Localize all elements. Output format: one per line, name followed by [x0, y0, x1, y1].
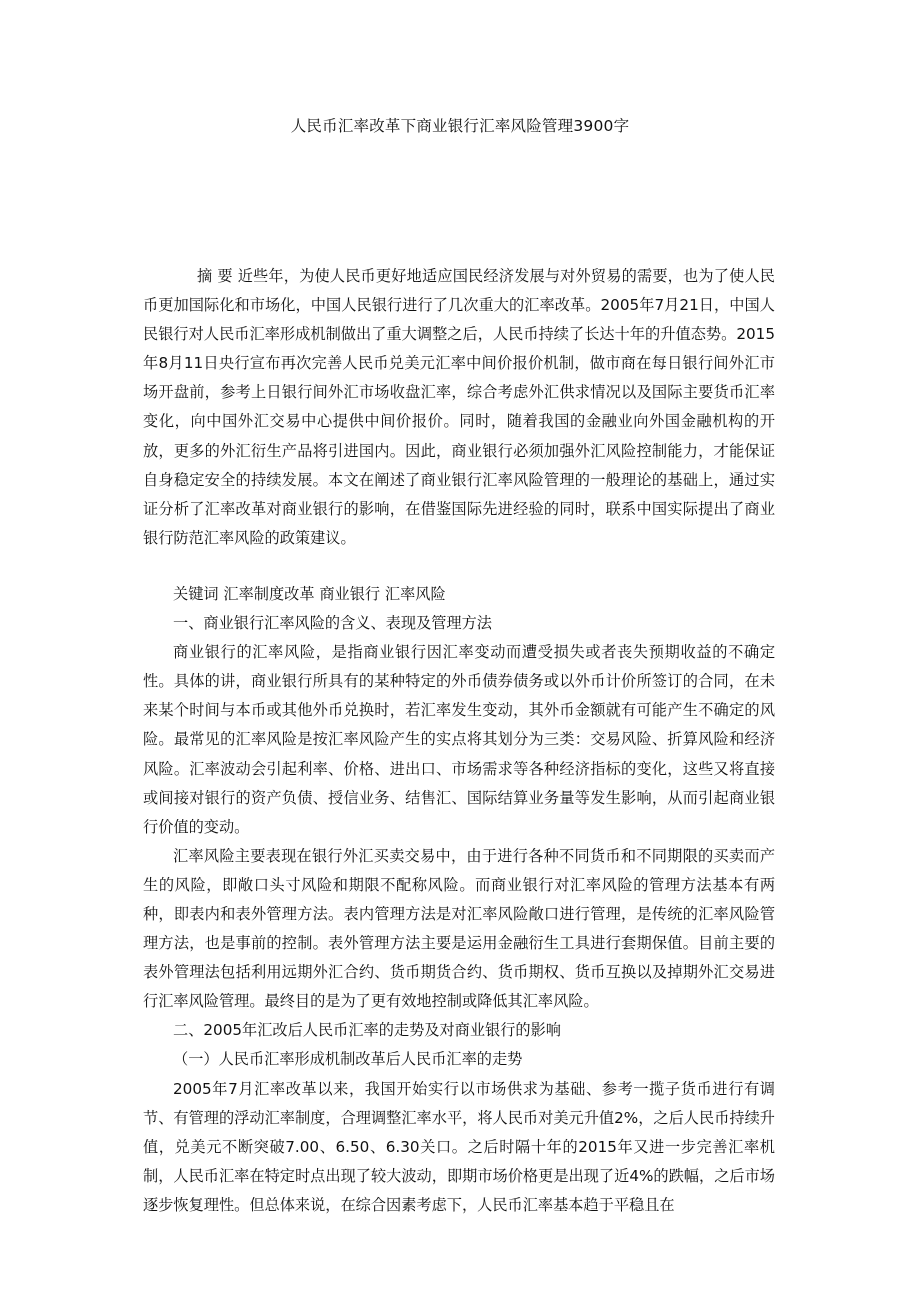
document-body [143, 262, 775, 1220]
keywords-line: 关键词 汇率制度改革 商业银行 汇率风险 [173, 584, 446, 603]
abstract-paragraph: 摘 要 近些年，为使人民币更好地适应国民经济发展与对外贸易的需要，也为了使人民币更加国际化和市场化，中国人民银行进行了几次重大的汇率改革。2005年7月21日，中国人民银行对人民币汇率形成机制做出了重大调整之后，人民币持续了长达十年的升值态势。2015年8月11日央行宣布再次完善人民币兑美元汇率中间价报价机制，做市商在每日银行间外汇市场开盘前，参考上日银行间外汇市场收盘汇率，综合考虑外汇供求情况以及国际主要货币汇率变化，向中国外汇交易中心提供中间价报价。同时，随着我国的金融业向外国金融机构的开放，更多的外汇衍生产品将引进国内。因此，商业银行必须加强外汇风险控制能力，才能保证自身稳定安全的持续发展。本文在阐述了商业银行汇率风险管理的一般理论的基础上，通过实证分析了汇率改革对商业银行的影响，在借鉴国际先进经验的同时，联系中国实际提出了商业银行防范汇率风险的政策建议。 [143, 267, 775, 547]
section-2-subheading-1: （一）人民币汇率形成机制改革后人民币汇率的走势 [173, 1050, 523, 1069]
section-1-paragraph-1: 商业银行的汇率风险，是指商业银行因汇率变动而遭受损失或者丧失预期收益的不确定性。具体的讲，商业银行所具有的某种特定的外币债券债务或以外币计价所签订的合同，在未来某个时间与本币或其他外币兑换时，若汇率发生变动，其外币金额就有可能产生不确定的风险。最常见的汇率风险是按汇率风险产生的实点将其划分为三类：交易风险、折算风险和经济风险。汇率波动会引起利率、价格、进出口、市场需求等各种经济指标的变化，这些又将直接或间接对银行的资产负债、授信业务、结售汇、国际结算业务量等发生影响，从而引起商业银行价值的变动。 [143, 643, 775, 836]
section-1-paragraph-2: 汇率风险主要表现在银行外汇买卖交易中，由于进行各种不同货币和不同期限的买卖而产生的风险，即敞口头寸风险和期限不配称风险。而商业银行对汇率风险的管理方法基本有两种，即表内和表外管理方法。表内管理方法是对汇率风险敞口进行管理，是传统的汇率风险管理方法，也是事前的控制。表外管理方法主要是运用金融衍生工具进行套期保值。目前主要的表外管理法包括利用远期外汇合约、货币期货合约、货币期权、货币互换以及掉期外汇交易进行汇率风险管理。最终目的是为了更有效地控制或降低其汇率风险。 [143, 846, 775, 1011]
section-2-heading: 二、2005年汇改后人民币汇率的走势及对商业银行的影响 [173, 1021, 561, 1040]
section-1-heading: 一、商业银行汇率风险的含义、表现及管理方法 [173, 614, 492, 633]
document-title: 人民币汇率改革下商业银行汇率风险管理3900字 [290, 117, 630, 135]
section-2-paragraph-1: 2005年7月汇率改革以来，我国开始实行以市场供求为基础、参考一揽子货币进行有调节、有管理的浮动汇率制度，合理调整汇率水平，将人民币对美元升值2%，之后人民币持续升值，兑美元不断突破7.00、6.50、6.30关口。之后时隔十年的2015年又进一步完善汇率机制，人民币汇率在特定时点出现了较大波动，即期市场价格更是出现了近4%的跌幅，之后市场逐步恢复理性。但总体来说，在综合因素考虑下，人民币汇率基本趋于平稳且在 [143, 1079, 775, 1214]
